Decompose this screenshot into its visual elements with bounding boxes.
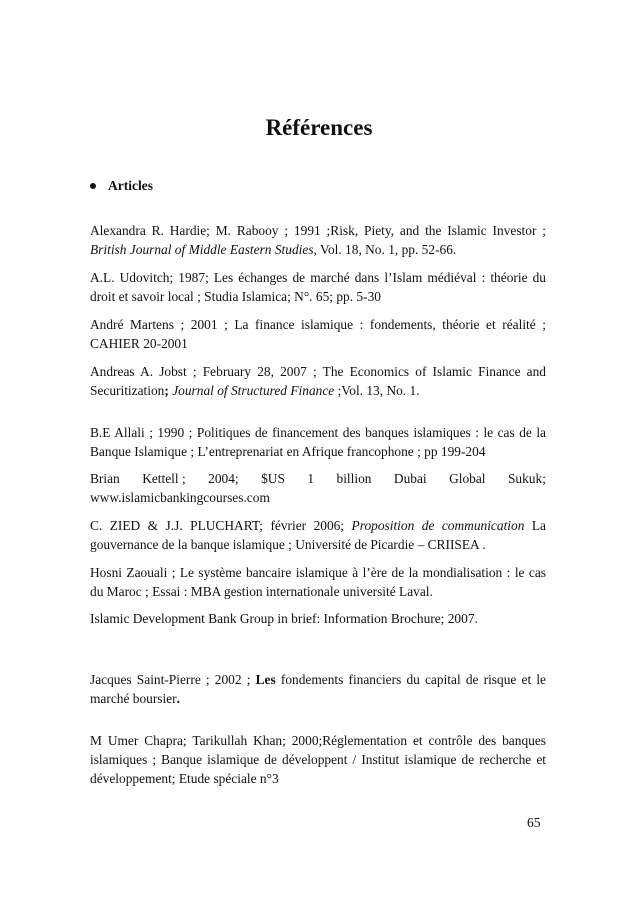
reference-text: B.E Allali ; 1990 ; Politiques de financement des banques islamiques : le cas de la Banque Islamique ; L’entreprenariat en Afrique francophone ; pp 199-204 bbox=[90, 425, 546, 459]
reference-text: ; bbox=[164, 383, 169, 398]
reference-item bbox=[90, 670, 546, 708]
reference-text: A.L. Udovitch; 1987; Les échanges de marché dans l’Islam médiéval : théorie du droit et savoir local ; Studia Islamica; N°. 65; pp. 5-30 bbox=[90, 270, 546, 304]
reference-line-justified bbox=[90, 469, 546, 488]
page-number: 65 bbox=[527, 815, 541, 830]
bullet-icon bbox=[90, 183, 96, 189]
reference-word: Global bbox=[449, 471, 486, 486]
page-title: Références bbox=[265, 115, 373, 140]
section-heading bbox=[90, 178, 153, 194]
reference-text: Alexandra R. Hardie; M. Rabooy ; 1991 ;Risk, Piety, and the Islamic Investor ; bbox=[90, 223, 546, 238]
reference-word: 1 bbox=[307, 471, 315, 486]
reference-item bbox=[90, 563, 546, 601]
reference-item bbox=[90, 516, 546, 554]
reference-text: André Martens ; 2001 ; La finance islamique : fondements, théorie et réalité ; CAHIER 20-2001 bbox=[90, 317, 546, 351]
reference-word: Sukuk; bbox=[507, 471, 546, 486]
reference-item bbox=[90, 469, 546, 507]
reference-item bbox=[90, 423, 546, 461]
reference-text: . bbox=[176, 691, 180, 706]
reference-word: 2004; bbox=[208, 471, 239, 486]
reference-text: Hosni Zaouali ; Le système bancaire islamique à l’ère de la mondialisation : le cas du Maroc ; Essai : MBA gestion internationale université Laval. bbox=[90, 565, 546, 599]
reference-text: C. ZIED & J.J. PLUCHART; février 2006; bbox=[90, 518, 352, 533]
reference-text: Journal of Structured Finance bbox=[172, 383, 335, 398]
reference-text: Islamic Development Bank Group in brief: Information Brochure; 2007. bbox=[90, 611, 478, 626]
reference-item bbox=[90, 362, 546, 400]
reference-item bbox=[90, 268, 546, 306]
reference-item bbox=[90, 609, 546, 628]
reference-text: Les bbox=[255, 672, 276, 687]
reference-item bbox=[90, 731, 546, 788]
reference-item bbox=[90, 221, 546, 259]
reference-item bbox=[90, 315, 546, 353]
reference-text: British Journal of Middle Eastern Studies bbox=[90, 242, 314, 257]
reference-text: Andreas A. Jobst ; February 28, 2007 ; The Economics of Islamic Finance and Securitization bbox=[90, 364, 546, 398]
reference-text: M Umer Chapra; Tarikullah Khan; 2000;Réglementation et contrôle des banques islamiques ; Banque islamique de développent / Institut islamique de recherche et développement; Etude spéciale n°3 bbox=[90, 733, 546, 786]
reference-url: www.islamicbankingcourses.com bbox=[90, 490, 270, 505]
reference-word: Dubai bbox=[393, 471, 427, 486]
reference-text: La gouvernance de la banque islamique ; Université de Picardie – CRIISEA . bbox=[90, 518, 546, 552]
reference-word: Kettell ; bbox=[142, 471, 186, 486]
reference-text: Jacques Saint-Pierre ; 2002 ; bbox=[90, 672, 256, 687]
reference-word: Brian bbox=[90, 471, 120, 486]
section-label: Articles bbox=[108, 178, 153, 193]
reference-word: $US bbox=[261, 471, 285, 486]
reference-text: Proposition de communication bbox=[351, 518, 525, 533]
reference-word: billion bbox=[336, 471, 372, 486]
reference-text: , Vol. 18, No. 1, pp. 52-66. bbox=[313, 242, 457, 257]
reference-text: ;Vol. 13, No. 1. bbox=[334, 383, 420, 398]
reference-text: fondements financiers du capital de risque et le marché boursier bbox=[90, 672, 546, 706]
